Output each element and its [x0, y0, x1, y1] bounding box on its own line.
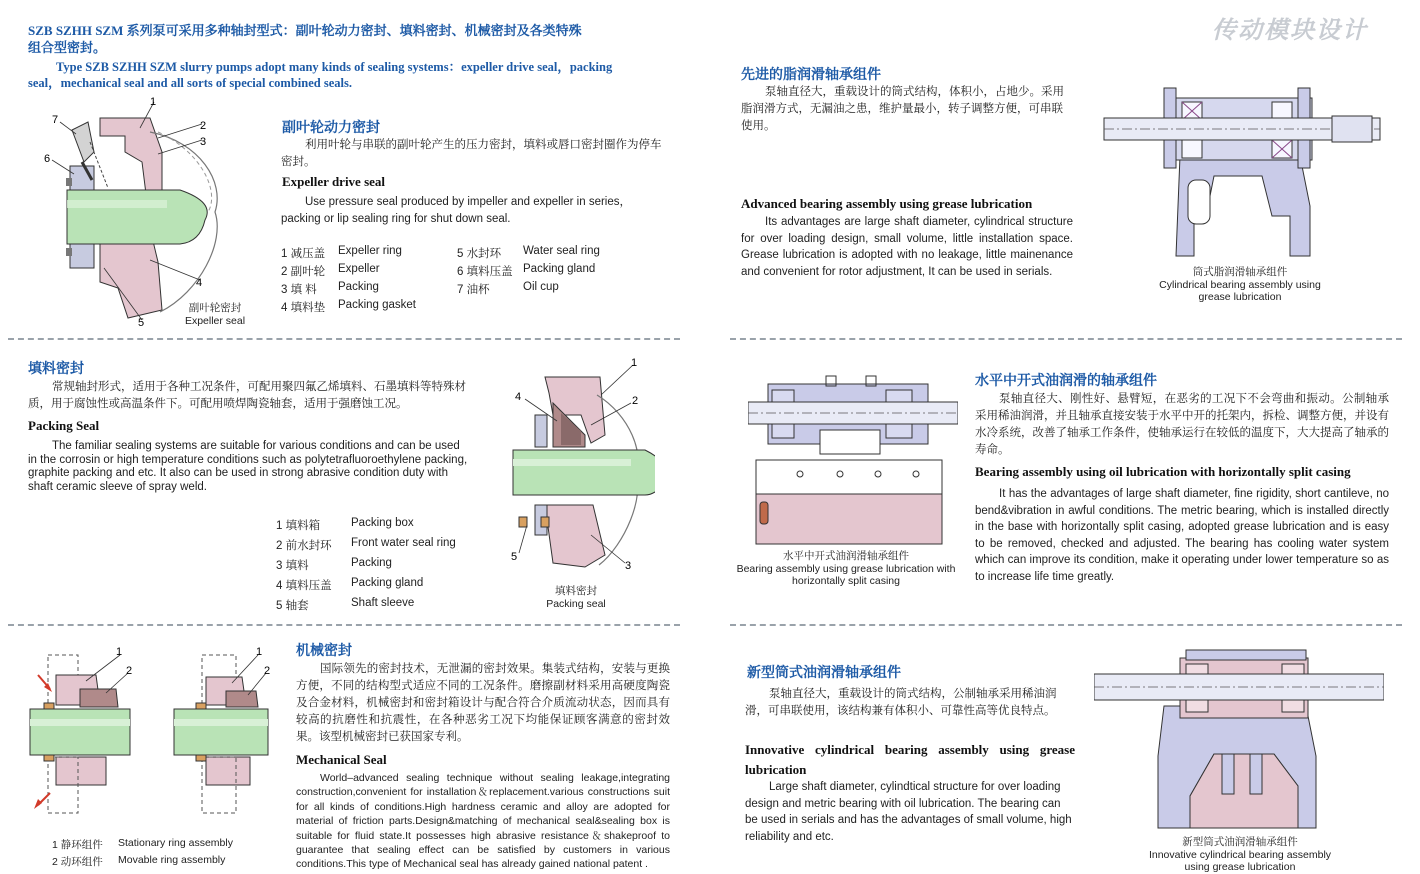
divider-left-1	[8, 338, 680, 340]
intro-en	[28, 59, 668, 91]
part-en: Packing gland	[523, 263, 596, 275]
intro-cn-line1: SZB SZHH SZM 系列泵可采用多种轴封型式：副叶轮动力密封、填料密封、机械密封及各类特殊	[28, 23, 582, 38]
oil-desc-en: Large shaft diameter, cylindtical structure for over loading design and metric bearing with oil lubrication. The bearing can be used in serials and has the advantages of small volume, high reliability and etc.	[745, 781, 1072, 843]
intro-cn-line2: 组合型密封。	[28, 40, 107, 55]
part-en: Expeller	[338, 263, 380, 275]
packing-caption-en: Packing seal	[546, 597, 606, 610]
expeller-title-cn: 副叶轮动力密封	[282, 119, 380, 135]
part-cn: 4 填料压盖	[276, 580, 332, 592]
part-cn: 3 填 料	[281, 284, 317, 296]
split-casing-diagram	[748, 372, 958, 550]
expeller-part-row	[281, 298, 416, 316]
part-en: Water seal ring	[523, 245, 600, 257]
part-en: Shaft sleeve	[351, 597, 415, 609]
part-en: Front water seal ring	[351, 537, 456, 549]
part-cn: 1 减压盖	[281, 248, 326, 260]
oil-title-cn: 新型筒式油润滑轴承组件	[747, 664, 901, 680]
grease-bearing-diagram	[1102, 76, 1382, 262]
split-caption	[726, 550, 966, 588]
expeller-caption	[172, 302, 258, 327]
expeller-label-3: 3	[200, 136, 207, 148]
mechanical-seal-diagram-a	[26, 645, 151, 825]
oil-bearing-diagram	[1094, 646, 1384, 832]
packing-parts	[276, 515, 456, 615]
grease-desc-cn: 泵轴直径大，重载设计的筒式结构，体积小，占地少。采用脂润滑方式，无漏油之患，维护量最小，转子调整方便，可串联使用。	[741, 86, 1064, 132]
intro-cn	[28, 22, 668, 56]
divider-right-1	[730, 338, 1402, 340]
part-en: Expeller ring	[338, 245, 402, 257]
expeller-seal-diagram	[30, 92, 255, 332]
expeller-part-row	[281, 262, 416, 280]
split-title-cn: 水平中开式油润滑的轴承组件	[975, 372, 1157, 388]
part-en: Movable ring assembly	[118, 854, 226, 866]
oil-caption-cn: 新型筒式油润滑轴承组件	[1182, 836, 1298, 848]
packing-label-1: 1	[631, 357, 638, 369]
packing-seal-diagram	[505, 355, 655, 585]
packing-label-2: 2	[632, 395, 639, 407]
mechanical-seal-diagram-b	[170, 645, 280, 825]
grease-caption-en-1: Cylindrical bearing assembly using	[1159, 278, 1321, 291]
mechanical-desc-cn: 国际领先的密封技术，无泄漏的密封效果。集装式结构，安装与更换方便，不同的结构型式适应不同的工况条件。磨擦副材料采用高硬度陶瓷及合金材料，机械密封和密封箱设计与配合符合介质流动状态，因而具有较高的抗磨性和抗震性，在各种恶劣工况下均能保证顾客满意的密封效果。该型机械密封已获国家专利。	[296, 663, 670, 743]
packing-part-row	[276, 595, 456, 615]
part-cn: 2 副叶轮	[281, 266, 326, 278]
oil-caption	[1138, 836, 1342, 874]
part-cn: 5 水封环	[457, 248, 502, 260]
oil-caption-en-1: Innovative cylindrical bearing assembly	[1148, 848, 1332, 861]
grease-caption-en-2: grease lubrication	[1198, 291, 1282, 303]
expeller-label-6: 6	[44, 153, 51, 165]
packing-desc-cn: 常规轴封形式，适用于各种工况条件，可配用聚四氟乙烯填料、石墨填料等特殊材质，用于腐蚀性或高温条件下。可配用喷焊陶瓷轴套，适用于强磨蚀工况。	[28, 381, 466, 410]
grease-title-en: Advanced bearing assembly using grease lubrication	[741, 196, 1033, 211]
mechanical-desc-en: World–advanced sealing technique without sealing leakage,integrating construction,convenient for installation＆replacement.various constructions suit for all kinds of conditions.High hardness ceramic and alloy are adopted for material of friction parts.Design&matching of mechanical seal&sealing box is suitable for fluid state.It possesses high abrasive resistance＆shakeproof to guarantee that sealing effect can be satisfied by customers in various conditions.This type of Mechanical seal has already gained national patent .	[296, 772, 670, 871]
oil-caption-en-2: using grease lubrication	[1184, 861, 1296, 873]
divider-left-2	[8, 624, 680, 626]
part-en: Packing	[351, 557, 392, 569]
part-cn: 6 填料压盖	[457, 266, 513, 278]
split-caption-cn: 水平中开式油润滑轴承组件	[783, 550, 909, 562]
expeller-desc-en: Use pressure seal produced by impeller and expeller in series，packing or lip sealing ring for shut down seal.	[281, 196, 631, 225]
expeller-title-en: Expeller drive seal	[282, 174, 386, 189]
expeller-part-row	[281, 244, 416, 262]
packing-part-row	[276, 515, 456, 535]
packing-caption-cn: 填料密封	[555, 585, 597, 597]
part-en: Oil cup	[523, 281, 559, 293]
packing-title-en: Packing Seal	[28, 418, 100, 433]
packing-desc-en: The familiar sealing systems are suitable for various conditions and can be used in the corrosin or high temperature conditions such as polytetrafluoroethylene packing, graphite packing and etc. It also can be used in strong abrasive condition duty with shaft ceramic sleeve of spray weld.	[28, 440, 468, 493]
part-cn: 7 油杯	[457, 284, 490, 296]
expeller-label-4: 4	[196, 277, 203, 289]
mechanical-title-en: Mechanical Seal	[296, 752, 387, 767]
mechanical-part-row	[52, 836, 233, 853]
expeller-parts-right	[457, 244, 600, 298]
packing-part-row	[276, 535, 456, 555]
mech-b-label-2: 2	[264, 665, 271, 677]
expeller-label-1: 1	[150, 96, 157, 108]
expeller-label-7: 7	[52, 114, 59, 126]
expeller-parts-left	[281, 244, 416, 316]
part-cn: 2 前水封环	[276, 540, 332, 552]
packing-label-5: 5	[511, 551, 518, 563]
part-en: Packing gland	[351, 577, 424, 589]
mech-a-label-1: 1	[116, 646, 123, 658]
packing-part-row	[276, 555, 456, 575]
packing-caption	[538, 585, 614, 610]
split-caption-en-2: horizontally split casing	[792, 575, 900, 587]
part-cn: 2 动环组件	[52, 856, 103, 868]
grease-title-cn: 先进的脂润滑轴承组件	[741, 66, 881, 82]
expeller-label-2: 2	[200, 120, 207, 132]
divider-right-2	[730, 624, 1402, 626]
grease-caption	[1144, 266, 1336, 304]
intro-en-line1: Type SZB SZHH SZM slurry pumps adopt many kinds of sealing systems：expeller drive seal，packing	[56, 60, 613, 74]
split-desc-cn: 泵轴直径大、刚性好、悬臂短，在恶劣的工况下不会弯曲和振动。公制轴承采用稀油润滑，并且轴承直接安装于水平中开的托架内，拆检、调整方便，并设有水冷系统，改善了轴承工作条件，使轴承运行在较低的温度下，大大提高了轴承的寿命。	[975, 393, 1389, 456]
expeller-part-row	[281, 280, 416, 298]
part-en: Packing gasket	[338, 299, 416, 311]
split-title-en: Bearing assembly using oil lubrication with horizontally split casing	[975, 464, 1351, 479]
split-caption-en-1: Bearing assembly using grease lubrication with	[736, 562, 956, 575]
expeller-desc-cn: 利用叶轮与串联的副叶轮产生的压力密封，填料或唇口密封圈作为停车密封。	[281, 139, 662, 168]
mechanical-parts	[52, 836, 233, 870]
expeller-part-row	[457, 262, 600, 280]
packing-label-4: 4	[515, 391, 522, 403]
part-cn: 4 填料垫	[281, 302, 326, 314]
expeller-label-5: 5	[138, 317, 145, 329]
oil-desc-cn: 泵轴直径大，重载设计的筒式结构，公制轴承采用稀油润滑，可串联使用，该结构兼有体积小、可靠性高等优良特点。	[745, 688, 1057, 717]
mech-a-label-2: 2	[126, 665, 133, 677]
part-en: Packing	[338, 281, 379, 293]
mech-b-label-1: 1	[256, 646, 263, 658]
mechanical-part-row	[52, 853, 233, 870]
split-desc-en: It has the advantages of large shaft diameter, fine rigidity, short cantileve, no bend&vibration in awful conditions. The metric bearing, which is installed directly in the base with horizontally split casing, adopted grease lubrication and is easy to be removed, checked and adjusted. The bearing has cooling water system which can improve its condition, make it operating under lower temperature so as to increase life time greatly.	[975, 488, 1389, 583]
expeller-part-row	[457, 280, 600, 298]
packing-label-3: 3	[625, 560, 632, 572]
packing-part-row	[276, 575, 456, 595]
expeller-caption-en: Expeller seal	[184, 314, 246, 327]
expeller-part-row	[457, 244, 600, 262]
oil-title-en: Innovative cylindrical bearing assembly using grease lubrication	[745, 742, 1075, 777]
part-en: Packing box	[351, 517, 414, 529]
mechanical-title-cn: 机械密封	[296, 642, 352, 658]
packing-title-cn: 填料密封	[28, 360, 84, 376]
intro-en-line2: seal，mechanical seal and all sorts of special combined seals.	[28, 76, 352, 90]
part-cn: 3 填料	[276, 560, 309, 572]
grease-desc-en: Its advantages are large shaft diameter, cylindrical structure for over loading design, small volume, little installation space. Grease lubrication is adopted with no leakage, little mainenance and convenient for rotor adjustment, It can be used in serials.	[741, 216, 1073, 278]
part-cn: 1 静环组件	[52, 839, 103, 851]
watermark: 传动模块设计	[1212, 17, 1368, 44]
expeller-caption-cn: 副叶轮密封	[188, 302, 242, 314]
part-cn: 5 轴套	[276, 600, 309, 612]
part-en: Stationary ring assembly	[118, 837, 233, 849]
part-cn: 1 填料箱	[276, 520, 321, 532]
grease-caption-cn: 筒式脂润滑轴承组件	[1192, 266, 1288, 278]
